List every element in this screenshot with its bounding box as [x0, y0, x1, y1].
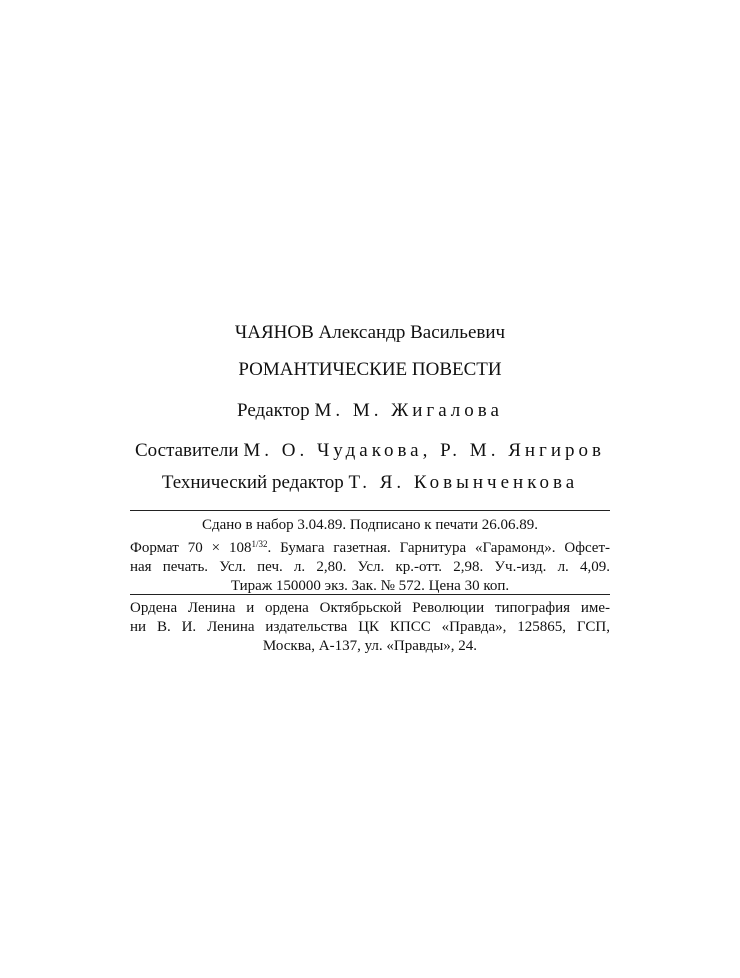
format-rest: . Бумага газетная. Гарнитура «Гарамонд». Офсет- [267, 540, 610, 556]
printer-block [130, 599, 610, 656]
printer-line-2: ни В. И. Ленина издательства ЦК КПСС «Правда», 125865, ГСП, [130, 619, 610, 635]
top-divider [130, 510, 610, 511]
editor-credit [0, 400, 740, 422]
printer-line-1: Ордена Ленина и ордена Октябрьской Революции типография име- [130, 600, 610, 616]
compilers-names: М. О. Чудакова, Р. М. Янгиров [243, 440, 605, 461]
editor-label: Редактор [237, 400, 310, 421]
imprint-dates: Сдано в набор 3.04.89. Подписано к печати 26.06.89. [201, 517, 539, 533]
compilers-credit [0, 440, 740, 462]
printer-line-3: Москва, А-137, ул. «Правды», 24. [262, 638, 478, 654]
imprint-print-details: ная печать. Усл. печ. л. 2,80. Усл. кр.-отт. 2,98. Уч.-изд. л. 4,09. [130, 559, 610, 575]
bottom-divider [130, 594, 610, 595]
format-prefix: Формат 70 × 108 [130, 540, 252, 556]
book-title: РОМАНТИЧЕСКИЕ ПОВЕСТИ [238, 359, 502, 380]
tech-editor-name: Т. Я. Ковынченкова [348, 472, 579, 493]
tech-editor-credit [0, 472, 740, 494]
format-fraction: 1/32 [251, 539, 268, 549]
tech-editor-label: Технический редактор [161, 472, 344, 493]
author-name: ЧАЯНОВ Александр Васильевич [234, 322, 506, 343]
imprint-block [130, 516, 610, 596]
editor-name: М. М. Жигалова [314, 400, 503, 421]
imprint-format [130, 535, 610, 558]
compilers-label: Составители [135, 440, 239, 461]
imprint-run: Тираж 150000 экз. Зак. № 572. Цена 30 коп. [230, 578, 510, 594]
